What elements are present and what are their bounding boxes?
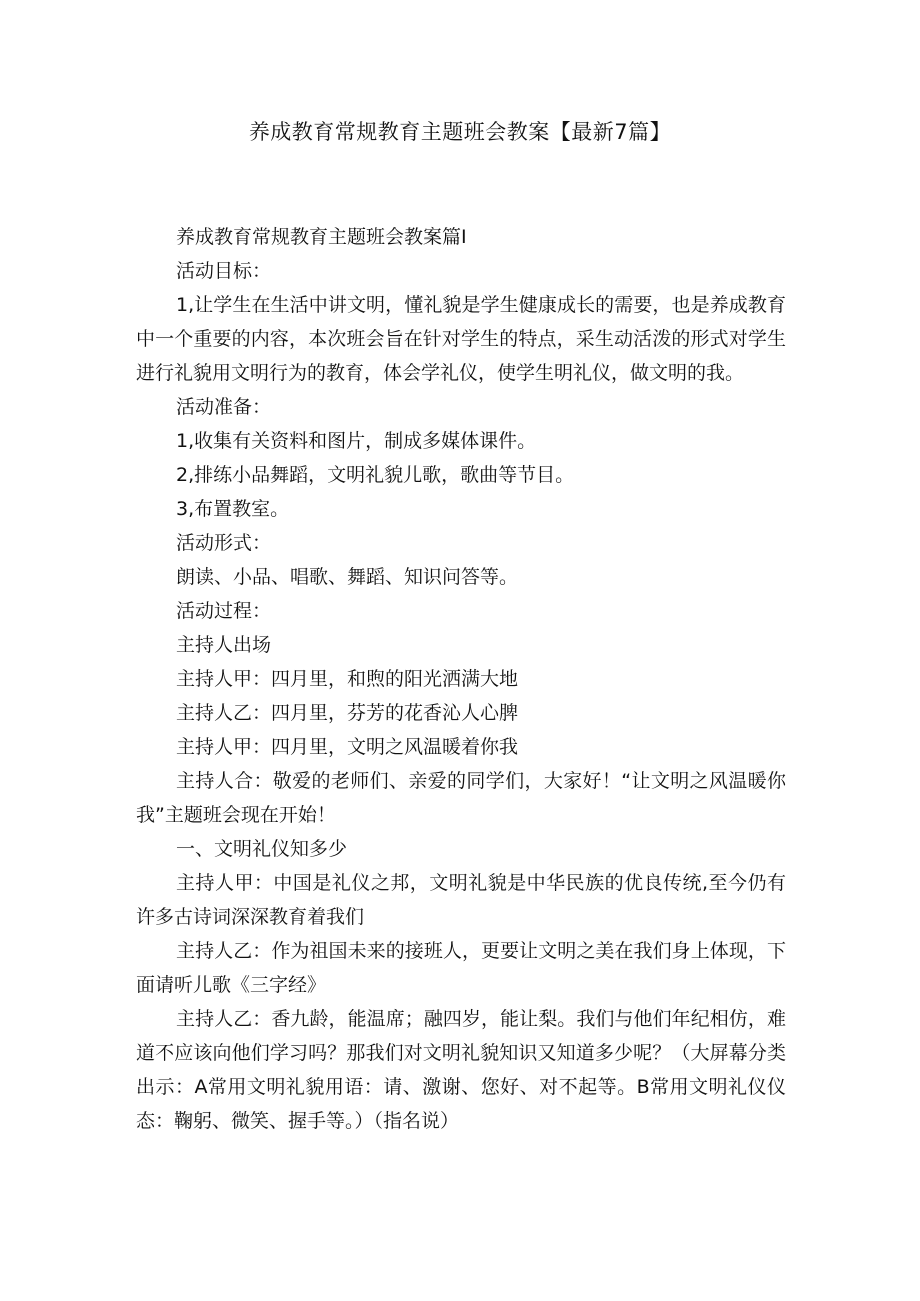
paragraph: 主持人乙：四月里，芬芳的花香沁人心脾 xyxy=(176,702,519,724)
paragraph: 1,让学生在生活中讲文明，懂礼貌是学生健康成长的需要，也是养成教育中一个重要的内容，本次班会旨在针对学生的特点，采生动活泼的形式对学生进行礼貌用文明行为的教育，体会学礼仪，使学生明礼仪，做文明的我。 xyxy=(136,294,786,384)
paragraph: 主持人甲：四月里，和煦的阳光洒满大地 xyxy=(176,668,519,690)
document-body xyxy=(136,220,786,1138)
paragraph: 1,收集有关资料和图片，制成多媒体课件。 xyxy=(176,430,537,452)
paragraph: 活动目标： xyxy=(176,260,272,282)
paragraph: 主持人乙：香九龄，能温席；融四岁，能让梨。我们与他们年纪相仿，难道不应该向他们学习吗？那我们对文明礼貌知识又知道多少呢？（大屏幕分类出示：A常用文明礼貌用语：请、激谢、您好、对不起等。B常用文明礼仪仪态：鞠躬、微笑、握手等。）（指名说） xyxy=(136,1008,786,1132)
section-heading: 养成教育常规教育主题班会教案篇I xyxy=(176,226,467,248)
paragraph: 朗读、小品、唱歌、舞蹈、知识问答等。 xyxy=(176,566,519,588)
paragraph: 主持人合：敬爱的老师们、亲爱的同学们，大家好！“让文明之风温暖你我”主题班会现在开始！ xyxy=(136,770,786,826)
document-title: 养成教育常规教育主题班会教案【最新7篇】 xyxy=(248,120,672,144)
paragraph: 3,布置教室。 xyxy=(176,498,290,520)
paragraph: 主持人乙：作为祖国未来的接班人，更要让文明之美在我们身上体现，下面请听儿歌《三字经》 xyxy=(136,940,786,996)
paragraph: 活动过程： xyxy=(176,600,272,622)
paragraph: 活动形式： xyxy=(176,532,272,554)
paragraph: 2,排练小品舞蹈，文明礼貌儿歌，歌曲等节目。 xyxy=(176,464,575,486)
paragraph: 活动准备： xyxy=(176,396,272,418)
paragraph: 主持人甲：四月里，文明之风温暖着你我 xyxy=(176,736,519,758)
paragraph: 主持人出场 xyxy=(176,634,272,656)
paragraph: 主持人甲：中国是礼仪之邦，文明礼貌是中华民族的优良传统,至今仍有许多古诗词深深教育着我们 xyxy=(136,872,786,928)
paragraph: 一、文明礼仪知多少 xyxy=(176,838,348,860)
